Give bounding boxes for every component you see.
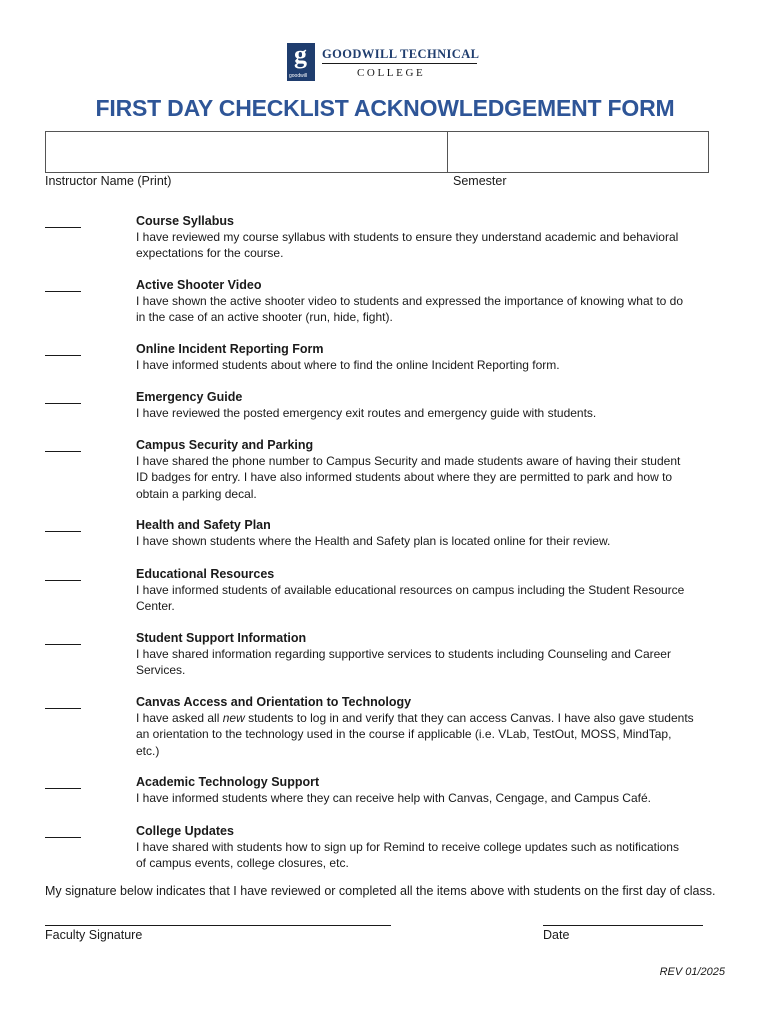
item-title: College Updates xyxy=(136,824,234,838)
item-description: I have informed students about where to find the online Incident Reporting form. xyxy=(136,358,560,372)
initial-blank[interactable] xyxy=(45,215,81,228)
initial-blank[interactable] xyxy=(45,439,81,452)
item-title: Online Incident Reporting Form xyxy=(136,342,324,356)
item-description: I have shown the active shooter video to students and expressed the importance of knowing what to do in the case of an active shooter (run, hide, fight). xyxy=(136,294,684,325)
initial-blank[interactable] xyxy=(45,568,81,581)
revision-label: REV 01/2025 xyxy=(659,966,725,978)
item-description: I have informed students where they can receive help with Canvas, Cengage, and Campus Café. xyxy=(136,791,651,805)
initial-blank[interactable] xyxy=(45,696,81,709)
date-line[interactable] xyxy=(543,925,703,926)
item-title: Active Shooter Video xyxy=(136,278,262,292)
faculty-signature-label: Faculty Signature xyxy=(45,928,143,942)
signature-statement: My signature below indicates that I have reviewed or completed all the items above with students on the first day of class. xyxy=(45,884,716,898)
item-description: I have reviewed my course syllabus with students to ensure they understand academic and behavioral expectations for the course. xyxy=(136,230,679,261)
initial-blank[interactable] xyxy=(45,279,81,292)
initial-blank[interactable] xyxy=(45,776,81,789)
initial-blank[interactable] xyxy=(45,825,81,838)
item-title: Health and Safety Plan xyxy=(136,518,271,532)
college-logo xyxy=(287,40,482,85)
initial-blank[interactable] xyxy=(45,391,81,404)
item-description: I have shared with students how to sign up for Remind to receive college updates such as notifications of campus events, college closures, etc. xyxy=(136,840,679,871)
logo-divider xyxy=(322,63,477,64)
item-title: Emergency Guide xyxy=(136,390,243,404)
item-title: Campus Security and Parking xyxy=(136,438,314,452)
item-description: I have shared information regarding supportive services to students including Counseling and Career Services. xyxy=(136,647,671,678)
instructor-name-label: Instructor Name (Print) xyxy=(45,174,172,188)
semester-label: Semester xyxy=(453,174,507,188)
form-title: FIRST DAY CHECKLIST ACKNOWLEDGEMENT FORM xyxy=(95,95,675,121)
instructor-name-field[interactable] xyxy=(45,131,448,173)
item-title: Educational Resources xyxy=(136,567,275,581)
item-description: I have reviewed the posted emergency exit routes and emergency guide with students. xyxy=(136,406,597,420)
goodwill-logo-mark: g goodwill xyxy=(287,43,315,81)
item-description: I have asked all new students to log in and verify that they can access Canvas. I have also gave students an orientation to the technology used in the course if applicable (i.e. VLab, TestOut, MOSS, MindTap, etc.) xyxy=(136,711,694,758)
logo-text-line1: GOODWILL TECHNICAL xyxy=(322,47,480,61)
item-description: I have shared the phone number to Campus Security and made students aware of having their student ID badges for entry. I have also informed students about where they are permitted to park and how to obtain a parking decal. xyxy=(136,454,681,501)
logo-text-line2: COLLEGE xyxy=(357,67,426,79)
item-title: Canvas Access and Orientation to Technology xyxy=(136,695,412,709)
item-title: Course Syllabus xyxy=(136,214,234,228)
date-label: Date xyxy=(543,928,570,942)
initial-blank[interactable] xyxy=(45,519,81,532)
item-title: Student Support Information xyxy=(136,631,307,645)
faculty-signature-line[interactable] xyxy=(45,925,391,926)
semester-field[interactable] xyxy=(447,131,709,173)
item-description: I have informed students of available educational resources on campus including the Student Resource Center. xyxy=(136,583,685,614)
initial-blank[interactable] xyxy=(45,343,81,356)
initial-blank[interactable] xyxy=(45,632,81,645)
item-title: Academic Technology Support xyxy=(136,775,320,789)
item-description: I have shown students where the Health and Safety plan is located online for their review. xyxy=(136,534,611,548)
